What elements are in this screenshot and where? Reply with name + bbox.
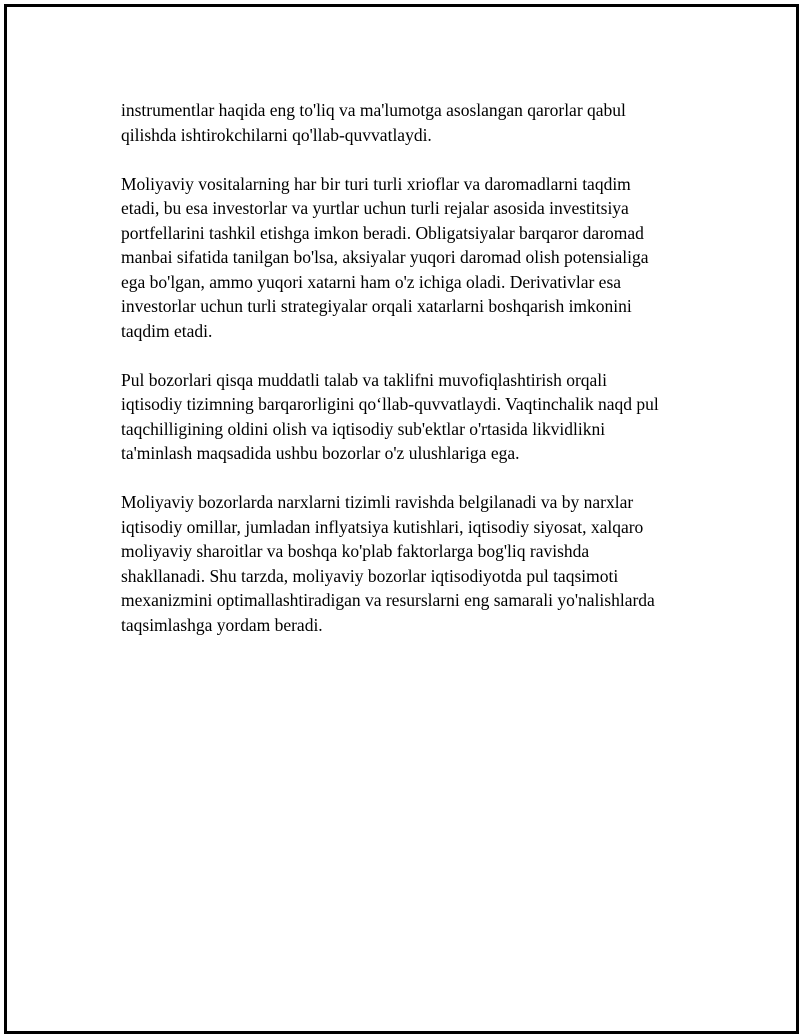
- text-line: instrumentlar haqida eng to'liq va ma'lumotga asoslangan qarorlar qabul: [121, 100, 626, 120]
- text-line: moliyaviy sharoitlar va boshqa ko'plab faktorlarga bog'liq ravishda: [121, 541, 590, 561]
- text-line: Moliyaviy bozorlarda narxlarni tizimli ravishda belgilanadi va by narxlar: [121, 492, 634, 512]
- page-frame: [4, 4, 799, 1034]
- paragraph-1: [121, 98, 701, 147]
- paragraph-4: [121, 490, 701, 637]
- text-line: qilishda ishtirokchilarni qo'llab-quvvatlaydi.: [121, 124, 432, 145]
- text-line: shakllanadi. Shu tarzda, moliyaviy bozorlar iqtisodiyotda pul taqsimoti: [121, 565, 619, 586]
- text-line: Moliyaviy vositalarning har bir turi turli xrioflar va daromadlarni taqdim: [121, 173, 631, 194]
- text-line: ega bo'lgan, ammo yuqori xatarni ham o'z ichiga oladi. Derivativlar esa: [121, 271, 622, 292]
- text-line: taqdim etadi.: [121, 320, 213, 341]
- text-line: ta'minlash maqsadida ushbu bozorlar o'z ulushlariga ega.: [121, 443, 520, 463]
- text-line: taqchilligining oldini olish va iqtisodiy sub'ektlar o'rtasida likvidlikni: [121, 418, 606, 439]
- text-line: iqtisodiy omillar, jumladan inflyatsiya kutishlari, iqtisodiy siyosat, xalqaro: [121, 516, 644, 537]
- document-body: [121, 98, 701, 662]
- text-line: manbai sifatida tanilgan bo'lsa, aksiyalar yuqori daromad olish potensialiga: [121, 247, 649, 267]
- text-line: portfellarini tashkil etishga imkon beradi. Obligatsiyalar barqaror daromad: [121, 222, 644, 243]
- text-line: taqsimlashga yordam beradi.: [121, 614, 323, 635]
- paragraph-2: [121, 172, 701, 344]
- text-line: investorlar uchun turli strategiyalar orqali xatarlarni boshqarish imkonini: [121, 296, 632, 316]
- text-line: Pul bozorlari qisqa muddatli talab va taklifni muvofiqlashtirish orqali: [121, 369, 608, 390]
- text-line: etadi, bu esa investorlar va yurtlar uchun turli rejalar asosida investitsiya: [121, 198, 629, 218]
- text-line: iqtisodiy tizimning barqarorligini qo‘llab-quvvatlaydi. Vaqtinchalik naqd pul: [121, 394, 659, 414]
- paragraph-3: [121, 368, 701, 466]
- text-line: mexanizmini optimallashtiradigan va resurslarni eng samarali yo'nalishlarda: [121, 590, 655, 610]
